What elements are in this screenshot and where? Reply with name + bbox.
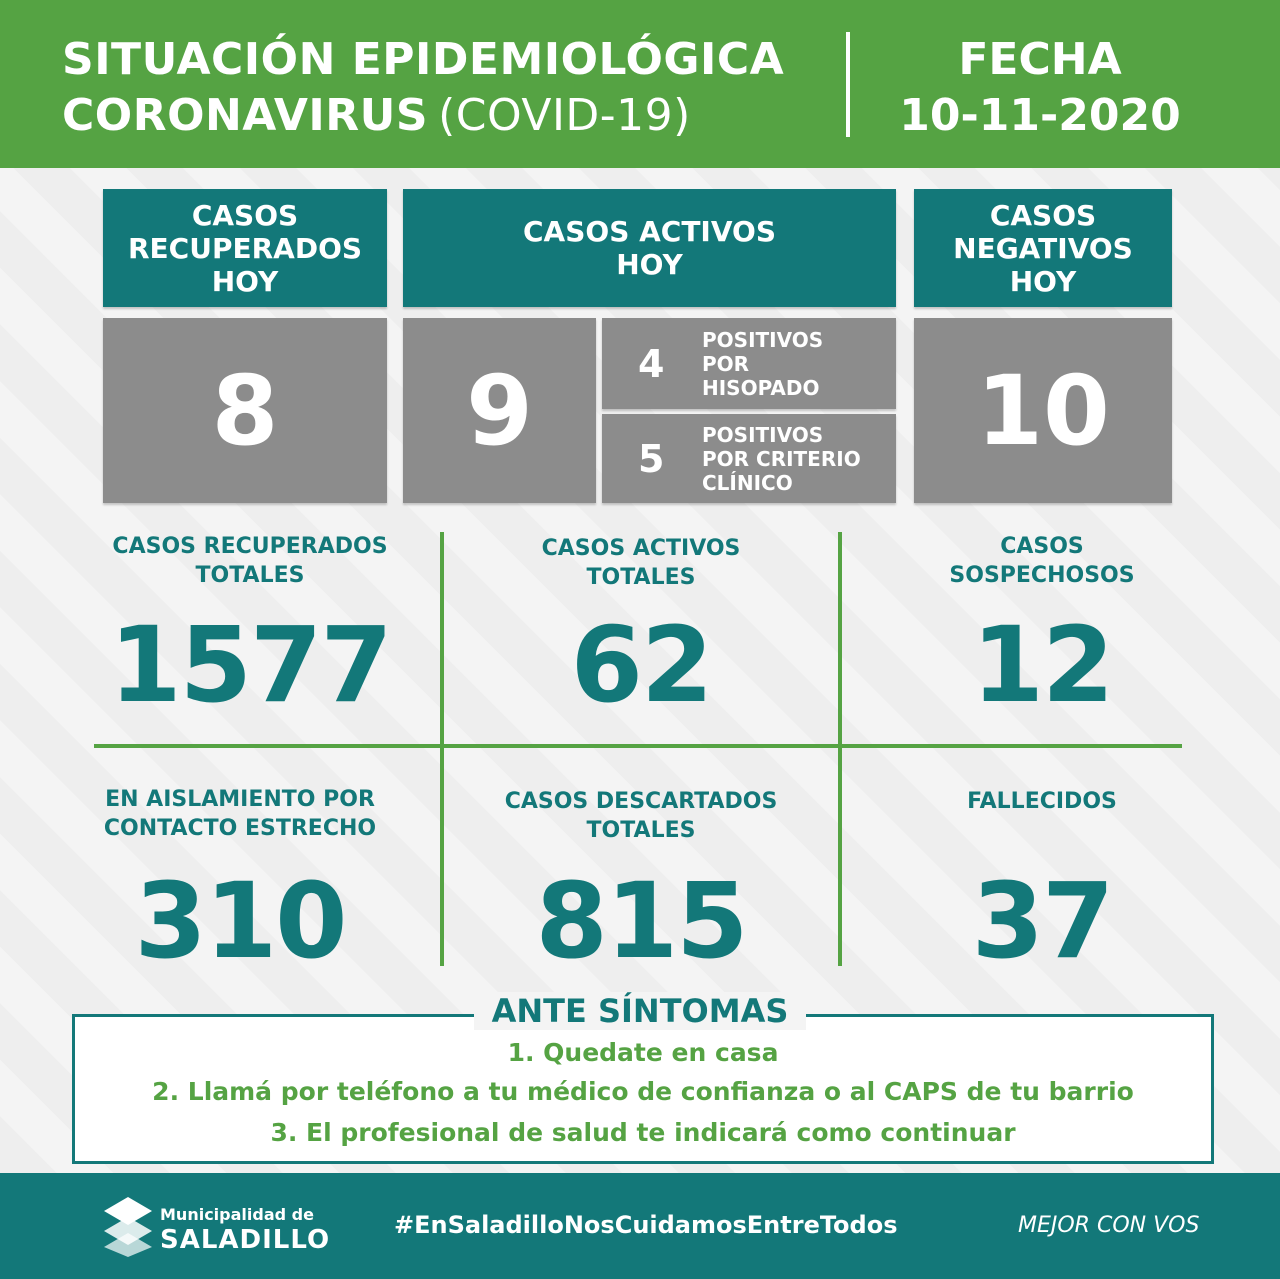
symptoms-title: ANTE SÍNTOMAS bbox=[474, 992, 806, 1030]
recovered-today-value: 8 bbox=[211, 354, 279, 467]
title-line2 bbox=[62, 90, 691, 141]
active-today-value: 9 bbox=[466, 354, 533, 467]
symptom-step-1: 1. Quedate en casa bbox=[507, 1038, 779, 1067]
logo-saladillo-text: SALADILLO bbox=[160, 1225, 331, 1255]
active-today-title bbox=[403, 189, 896, 307]
grid-line-horizontal bbox=[94, 744, 1182, 748]
deaths-label: FALLECIDOS bbox=[967, 789, 1117, 814]
deaths-value: 37 bbox=[971, 860, 1113, 982]
active-today-label: CASOS ACTIVOS HOY bbox=[523, 215, 776, 281]
date-label: FECHA bbox=[958, 34, 1122, 85]
footer-hashtag: #EnSaladilloNosCuidamosEntreTodos bbox=[394, 1211, 898, 1239]
logo-municipality-text: Municipalidad de bbox=[160, 1205, 314, 1224]
suspected-label: CASOS SOSPECHOSOS bbox=[949, 534, 1135, 588]
header-banner bbox=[0, 0, 1280, 168]
swab-positive-label: POSITIVOS POR HISOPADO bbox=[702, 327, 824, 400]
active-today-value-box bbox=[403, 318, 596, 503]
header-divider bbox=[846, 32, 850, 137]
recovered-today-label: CASOS RECUPERADOS HOY bbox=[127, 198, 363, 298]
title-coronavirus: CORONAVIRUS bbox=[62, 90, 429, 141]
recovered-today-value-box bbox=[103, 318, 387, 503]
footer-slogan: MEJOR CON VOS bbox=[1018, 1213, 1200, 1238]
negative-today-label: CASOS NEGATIVOS HOY bbox=[953, 198, 1133, 298]
negative-today-title bbox=[914, 189, 1172, 307]
active-breakdown-clinical bbox=[602, 414, 896, 503]
clinical-positive-value: 5 bbox=[638, 436, 665, 481]
symptom-step-2: 2. Llamá por teléfono a tu médico de confianza o al CAPS de tu barrio bbox=[152, 1077, 1134, 1106]
active-breakdown-swab bbox=[602, 318, 896, 409]
footer-banner bbox=[0, 1173, 1280, 1279]
title-covid: (COVID-19) bbox=[438, 90, 691, 141]
clinical-positive-label: POSITIVOS POR CRITERIO CLÍNICO bbox=[702, 422, 861, 495]
suspected-value: 12 bbox=[971, 604, 1113, 726]
isolation-label: EN AISLAMIENTO POR CONTACTO ESTRECHO bbox=[103, 787, 377, 841]
negative-today-value-box bbox=[914, 318, 1172, 503]
title-line1: SITUACIÓN EPIDEMIOLÓGICA bbox=[62, 34, 785, 85]
discarded-value: 815 bbox=[535, 860, 747, 982]
total-recovered-label: CASOS RECUPERADOS TOTALES bbox=[112, 534, 388, 588]
date-value: 10-11-2020 bbox=[899, 90, 1181, 141]
symptom-step-3: 3. El profesional de salud te indicará como continuar bbox=[270, 1118, 1016, 1147]
total-active-label: CASOS ACTIVOS TOTALES bbox=[541, 536, 741, 590]
negative-today-value: 10 bbox=[976, 354, 1110, 467]
recovered-today-title bbox=[103, 189, 387, 307]
total-active-value: 62 bbox=[570, 604, 712, 726]
saladillo-logo-icon bbox=[104, 1197, 152, 1257]
isolation-value: 310 bbox=[134, 860, 346, 982]
total-recovered-value: 1577 bbox=[109, 604, 391, 726]
discarded-label: CASOS DESCARTADOS TOTALES bbox=[504, 789, 778, 843]
swab-positive-value: 4 bbox=[638, 341, 665, 386]
